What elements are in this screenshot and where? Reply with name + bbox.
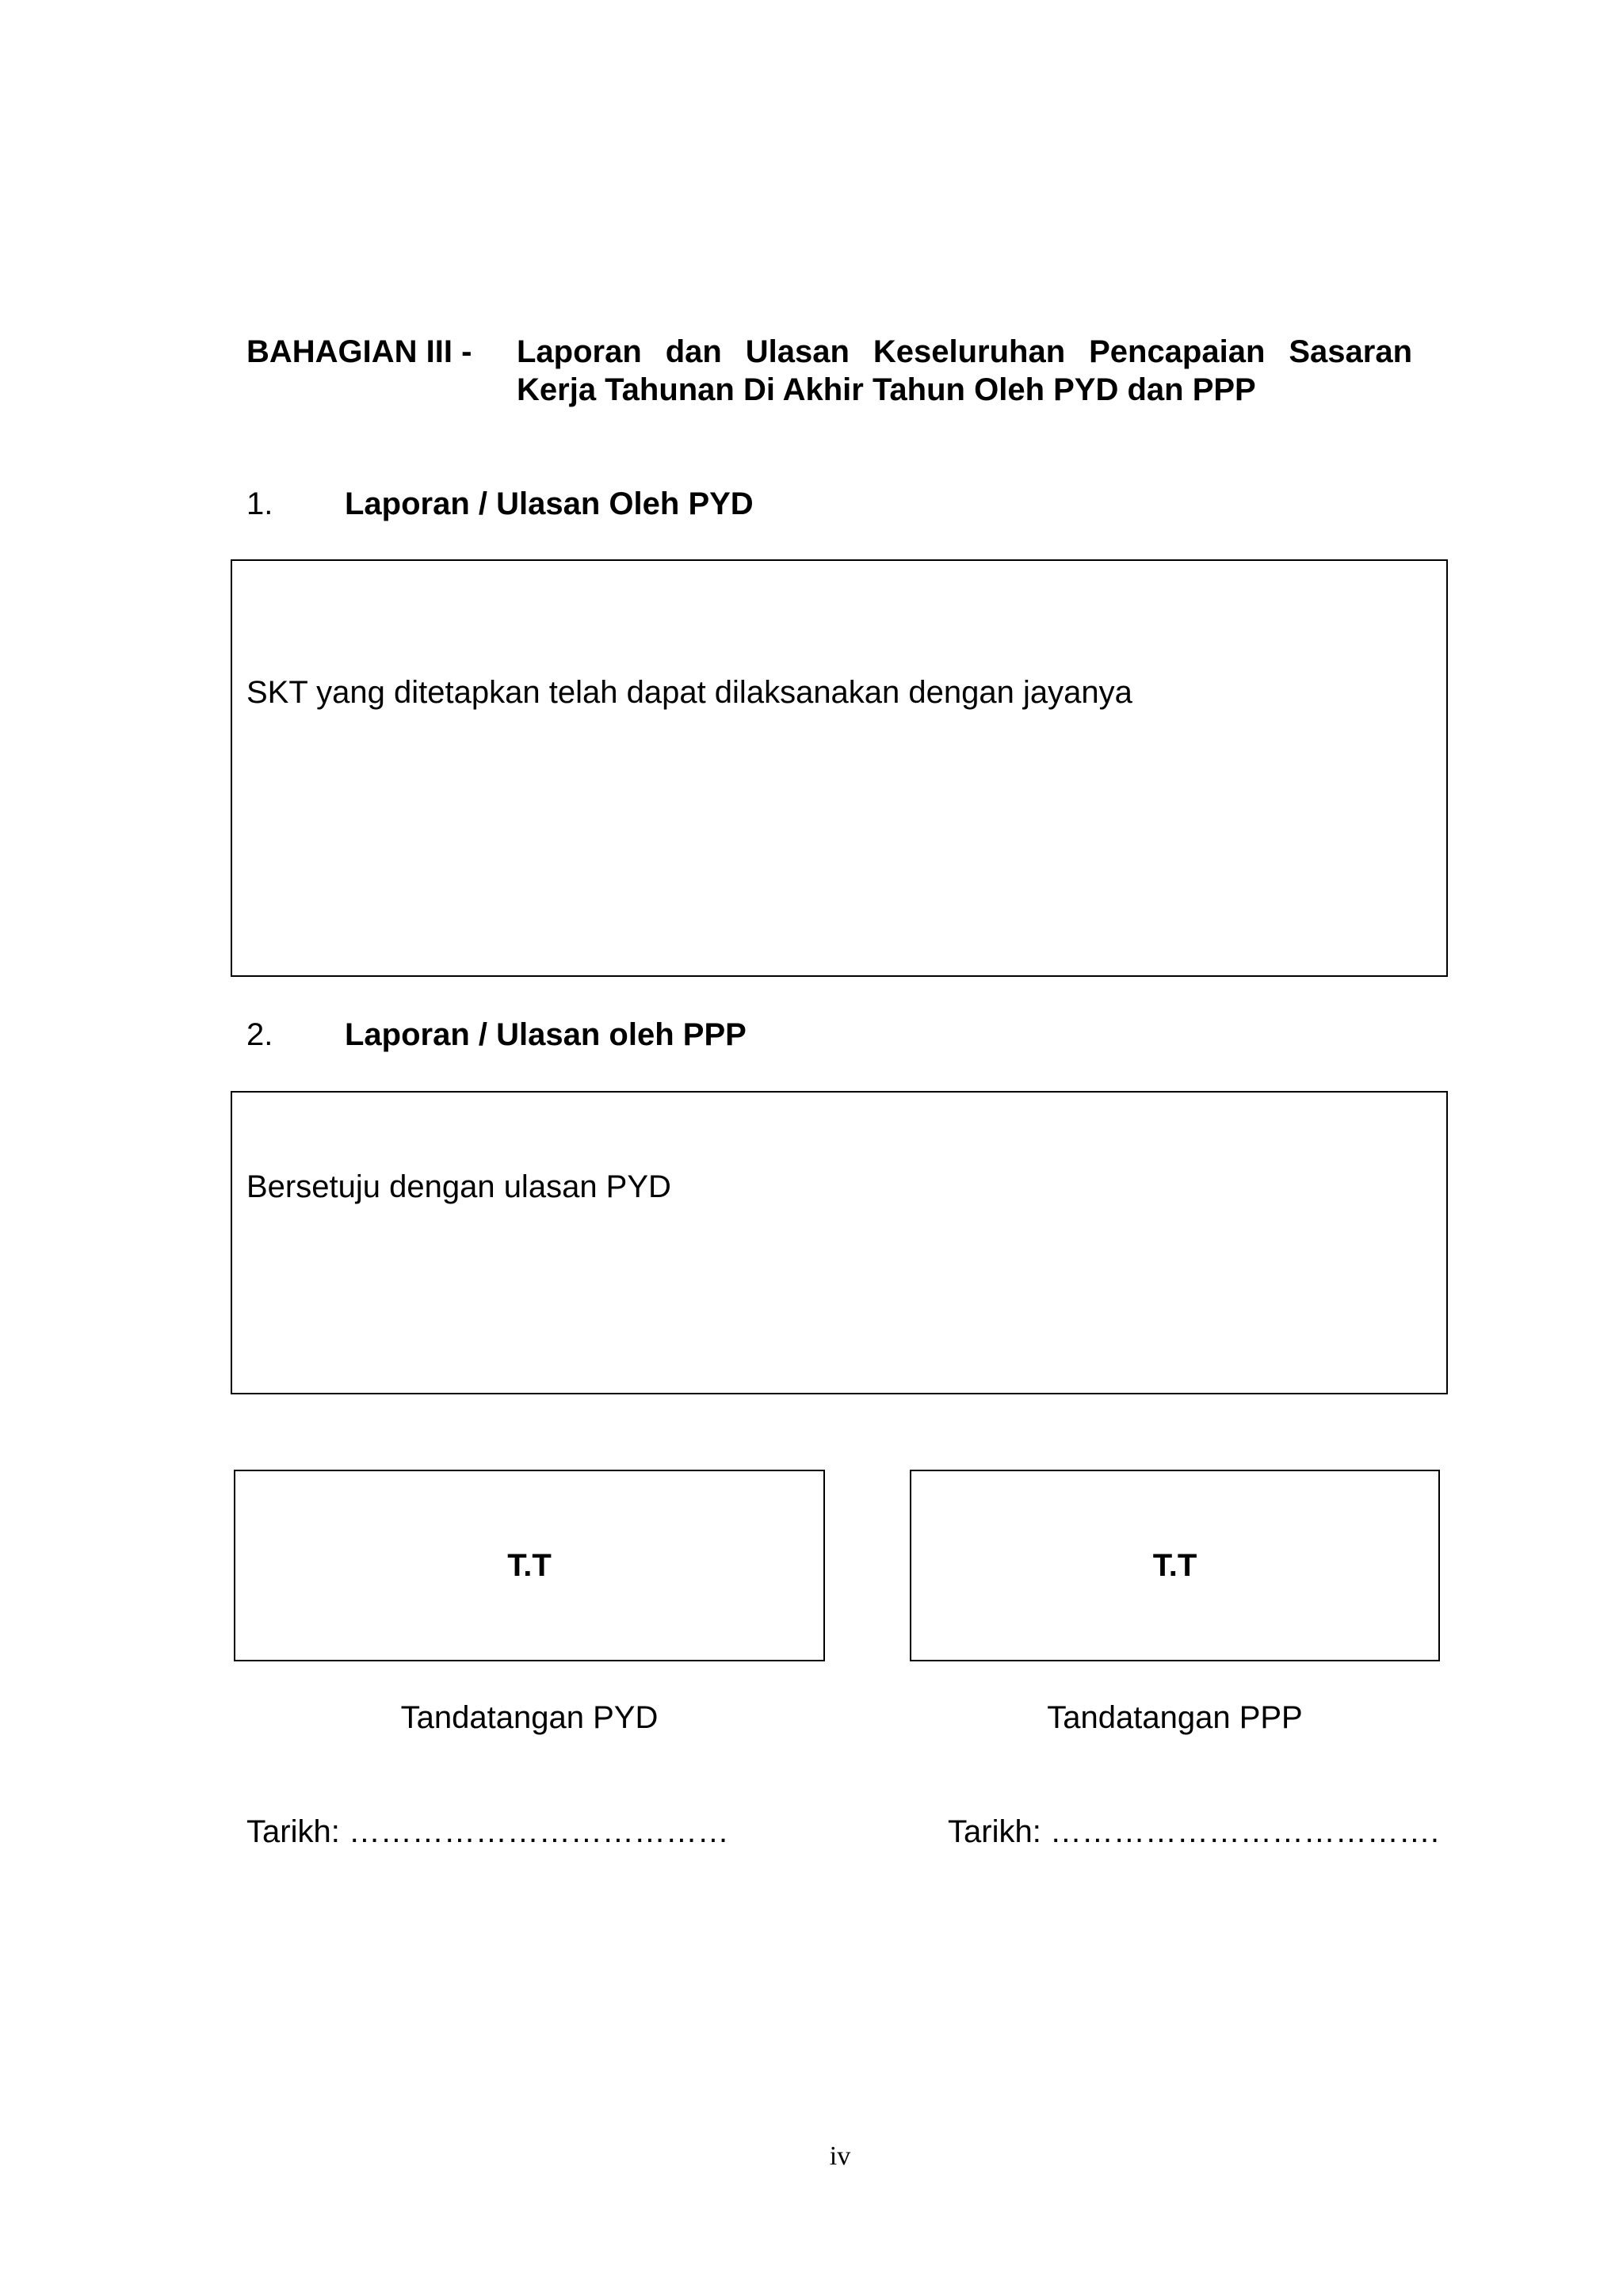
pyd-signature-box (234, 1470, 825, 1661)
item-1-number: 1. (246, 486, 273, 521)
pyd-date-line: Tarikh: ……………………………… (246, 1814, 729, 1849)
item-2-number: 2. (246, 1017, 273, 1052)
pyd-signature-caption: Tandatangan PYD (400, 1700, 659, 1735)
ppp-report-text: Bersetuju dengan ulasan PYD (246, 1169, 671, 1204)
ppp-signature-caption: Tandatangan PPP (1047, 1700, 1303, 1735)
pyd-signature-text: T.T (507, 1547, 552, 1583)
ppp-signature-text: T.T (1152, 1547, 1197, 1583)
section-title-line-1: Laporan dan Ulasan Keseluruhan Pencapaian Sasaran (517, 334, 1412, 369)
ppp-report-box (231, 1091, 1448, 1394)
pyd-report-text: SKT yang ditetapkan telah dapat dilaksanakan dengan jayanya (246, 675, 1132, 710)
ppp-signature-box (910, 1470, 1440, 1661)
section-title-line-2: Kerja Tahunan Di Akhir Tahun Oleh PYD dan PPP (517, 372, 1256, 407)
section-title (517, 333, 1412, 409)
item-1-heading: Laporan / Ulasan Oleh PYD (345, 486, 754, 521)
item-2-heading: Laporan / Ulasan oleh PPP (345, 1017, 747, 1052)
ppp-date-line: Tarikh: ………………………………. (948, 1814, 1440, 1849)
page-number: iv (829, 2142, 851, 2171)
pyd-report-box (231, 559, 1448, 977)
section-label: BAHAGIAN III - (246, 334, 472, 369)
